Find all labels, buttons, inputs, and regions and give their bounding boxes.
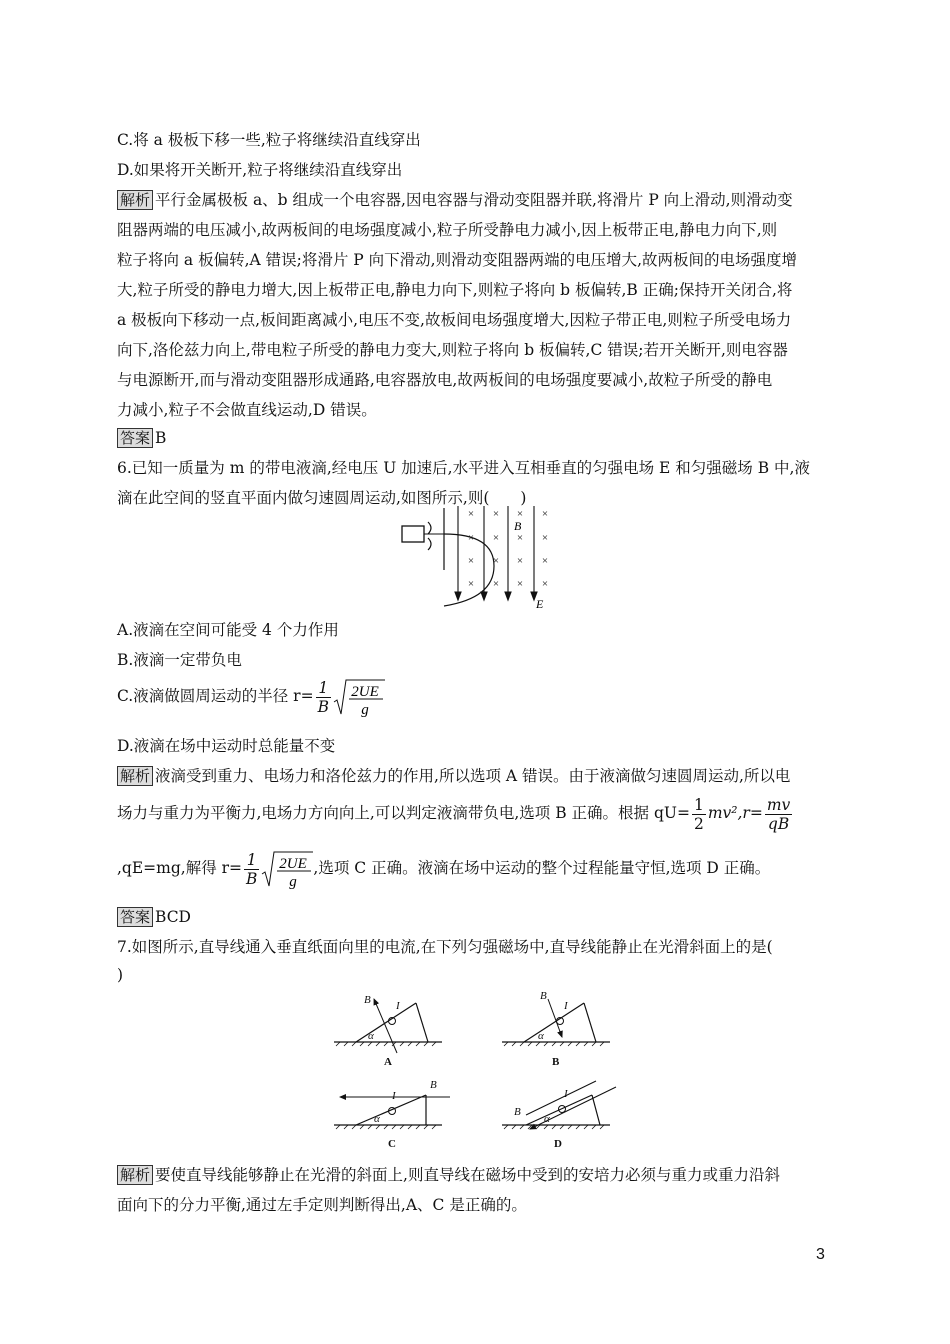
figure-label-e: E xyxy=(536,597,544,611)
q7-stem-line-1: 7.如图所示,直导线通入垂直纸面向里的电流,在下列匀强磁场中,直导线能静止在光滑斜面上的是( xyxy=(117,938,773,956)
q5-analysis-line-8: 力减小,粒子不会做直线运动,D 错误。 xyxy=(117,401,377,419)
svg-text:α: α xyxy=(544,1113,550,1125)
svg-text:×: × xyxy=(467,508,475,520)
q6-answer: 答案 BCD xyxy=(117,907,191,927)
q6-analysis-line-2: 场力与重力为平衡力,电场力方向向上,可以判定液滴带负电,选项 B 正确。根据 qU= $\frac{1}{2}$ mv²,r= $\frac{mv}{qB}$ xyxy=(117,795,791,833)
q6-option-a: A.液滴在空间可能受 4 个力作用 xyxy=(117,621,339,639)
svg-text:I: I xyxy=(564,1000,568,1012)
svg-text:2UE: 2UE xyxy=(351,683,379,700)
option-a-diagram xyxy=(334,994,442,1068)
svg-text:×: × xyxy=(492,532,500,544)
svg-text:B: B xyxy=(552,1056,560,1068)
svg-text:g: g xyxy=(361,701,369,718)
svg-text:×: × xyxy=(467,532,475,544)
svg-text:×: × xyxy=(492,555,500,567)
q5-analysis-line-6: 向下,洛伦兹力向上,带电粒子所受的静电力变大,则粒子将向 b 板偏转,C 错误;若开关断开,则电容器 xyxy=(117,341,788,359)
svg-text:2UE: 2UE xyxy=(279,855,308,872)
q5-analysis-line-5: a 极板向下移动一点,板间距离减小,电压不变,故板间电场强度增大,因粒子带正电,则粒子所受电场力 xyxy=(117,311,792,329)
q6-stem-line-1: 6.已知一质量为 m 的带电液滴,经电压 U 加速后,水平进入互相垂直的匀强电场 E 和匀强磁场 B 中,液 xyxy=(117,459,810,477)
q7-analysis-line-1: 解析 要使直导线能够静止在光滑的斜面上,则直导线在磁场中受到的安培力必须与重力或重力沿斜 xyxy=(117,1165,780,1185)
fraction: $\frac{1}{B}$ xyxy=(246,850,258,888)
svg-text:C: C xyxy=(388,1138,396,1150)
svg-text:×: × xyxy=(467,555,475,567)
svg-text:I: I xyxy=(396,1000,400,1012)
svg-text:α: α xyxy=(374,1113,380,1125)
q5-option-c: C.将 a 极板下移一些,粒子将继续沿直线穿出 xyxy=(117,131,421,149)
svg-text:B: B xyxy=(430,1079,437,1091)
svg-text:×: × xyxy=(516,508,524,520)
q6-analysis-line-1: 解析 液滴受到重力、电场力和洛伦兹力的作用,所以选项 A 错误。由于液滴做匀速圆周运动,所以电 xyxy=(117,766,790,786)
svg-text:×: × xyxy=(541,555,549,567)
q6-figure xyxy=(398,500,558,615)
fraction: $\frac{1}{2}$ xyxy=(693,795,704,833)
option-c-diagram xyxy=(334,1079,450,1150)
svg-text:B: B xyxy=(364,994,371,1006)
q7-stem-line-2: ) xyxy=(117,966,124,984)
sqrt-symbol xyxy=(261,849,313,890)
q7-analysis-line-2: 面向下的分力平衡,通过左手定则判断得出,A、C 是正确的。 xyxy=(117,1196,527,1214)
svg-text:B: B xyxy=(540,990,547,1002)
option-b-diagram xyxy=(502,990,610,1068)
q5-answer: 答案 B xyxy=(117,428,166,448)
q6-option-d: D.液滴在场中运动时总能量不变 xyxy=(117,737,336,755)
sqrt-symbol xyxy=(333,677,385,718)
fraction: $\frac{1}{B}$ xyxy=(317,678,329,716)
q6-stem-line-2: 滴在此空间的竖直平面内做匀速圆周运动,如图所示,则( ) xyxy=(117,489,527,507)
fraction: $\frac{mv}{qB}$ xyxy=(766,795,791,833)
svg-text:×: × xyxy=(516,532,524,544)
svg-text:g: g xyxy=(289,873,298,890)
q5-analysis-line-7: 与电源断开,而与滑动变阻器形成通路,电容器放电,故两板间的电场强度要减小,故粒子所受的静电 xyxy=(117,371,773,389)
q6-option-c: C.液滴做圆周运动的半径 r= $\frac{1}{B}$ 2UE g xyxy=(117,676,385,716)
svg-text:×: × xyxy=(516,555,524,567)
analysis-tag: 解析 xyxy=(117,1165,153,1185)
q5-analysis-line-2: 阻器两端的电压减小,故两板间的电场强度减小,粒子所受静电力减小,因上板带正电,静电力向下,则 xyxy=(117,221,778,239)
q5-analysis-line-3: 粒子将向 a 板偏转,A 错误;将滑片 P 向下滑动,则滑动变阻器两端的电压增大,故两板间的电场强度增 xyxy=(117,251,798,269)
q5-option-d: D.如果将开关断开,粒子将继续沿直线穿出 xyxy=(117,161,403,179)
answer-tag: 答案 xyxy=(117,907,153,927)
svg-text:×: × xyxy=(492,578,500,590)
q6-option-b: B.液滴一定带负电 xyxy=(117,651,242,669)
svg-text:×: × xyxy=(541,578,549,590)
answer-tag: 答案 xyxy=(117,428,153,448)
svg-text:B: B xyxy=(514,1106,521,1118)
analysis-tag: 解析 xyxy=(117,766,153,786)
option-d-diagram xyxy=(502,1081,616,1150)
svg-text:×: × xyxy=(541,508,549,520)
svg-text:D: D xyxy=(554,1138,562,1150)
svg-text:×: × xyxy=(467,578,475,590)
svg-text:×: × xyxy=(541,532,549,544)
figure-label-b: B xyxy=(514,519,522,533)
svg-text:×: × xyxy=(492,508,500,520)
svg-text:α: α xyxy=(368,1030,374,1042)
svg-text:I: I xyxy=(564,1088,568,1100)
q7-figure xyxy=(330,985,630,1155)
analysis-tag: 解析 xyxy=(117,190,153,210)
svg-text:α: α xyxy=(538,1030,544,1042)
q6-analysis-line-3: ,qE=mg,解得 r= $\frac{1}{B}$ 2UE g ,选项 C 正确。液滴在场中运动的整个过程能量守恒,选项 D 正确。 xyxy=(117,850,771,890)
page-number: 3 xyxy=(816,1246,825,1263)
q5-analysis-line-1: 解析 平行金属极板 a、b 组成一个电容器,因电容器与滑动变阻器并联,将滑片 P 向上滑动,则滑动变 xyxy=(117,190,793,210)
svg-text:×: × xyxy=(516,578,524,590)
q5-analysis-line-4: 大,粒子所受的静电力增大,因上板带正电,静电力向下,则粒子将向 b 板偏转,B 正确;保持开关闭合,将 xyxy=(117,281,793,299)
svg-text:A: A xyxy=(384,1056,392,1068)
svg-text:I: I xyxy=(392,1090,396,1102)
